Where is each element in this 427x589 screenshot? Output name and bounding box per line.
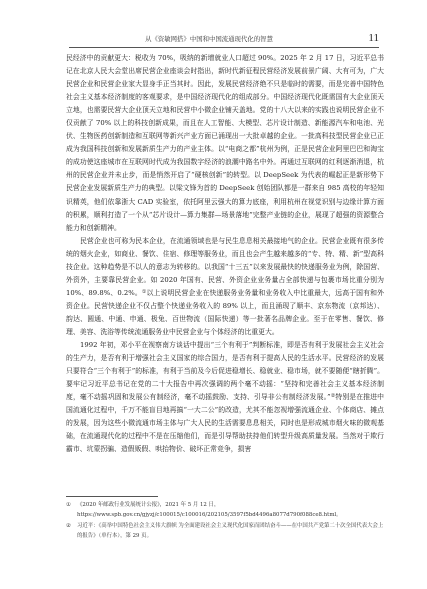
paragraph-2-text-after: 以上说明民营企业在快递服务业务量和业务收入中比重最大，远高于国有和外资企业。民营快递企业不仅占整个快递业务收入的 89% 以上，而且涌现了顺丰、京东物流（京邦达）、韵达、圆通、中通、申通、极兔、百世物流（国际快递）等一批著名品牌企业。至于在零售、餐饮、修理、美容、洗浴等传统流通服务业中民营企业与个体经济的比重更大。 — [66, 288, 385, 336]
paragraph-1-text: 民经济中的贡献更大：税收为 70%，吸纳的新增就业人口超过 90%。2025 年 2 月 17 日，习近平总书记在北京人民大会堂出席民营企业座谈会时指出，新时代新征程民营经济发展前景广阔、大有可为，广大民营企业和民营企业家大显身手正当其时。因此，发展民营经济绝不只是临时的需要，而是完善中国特色社会主义基本经济制度的客观要求，是中国经济现代化的组成部分。中国经济现代化既需国有大企业顶天立地，也需要民营大企业顶天立地和民营中小微企业铺天盖地。党的十八大以来的实践也说明民营企业不仅贡献了 70% 以上的科技创新成果，而且在人工智能、大模型、芯片设计制造、新能源汽车和电池、光伏、生物医药创新制造和互联网等新兴产业方面已涌现出一大批卓越的企业。一批高科技型民营企业已正成为我国科技创新和发展新质生产力的产业主体。以“电商之都”杭州为例，正是民营企业阿里巴巴和淘宝的成功使这座城市在互联网时代成为我国数字经济的浪潮中路名中外。再通过互联网的红利逐渐消退，杭州的民营企业并未止步，而是悄然开启了“硬核创新”的转型。以 DeepSeek 为代表的崛起正是新形势下民营企业发展新质生产力的典型。以梁文锋为首的 DeepSeek 创始团队都是一群来自 985 高校的年轻知识精英，他们依靠浙大 CAD 实验室，依托阿里云强大的算力底座，利用杭州在视觉识别与边缘计算方面的积累，顺利打造了一个从“芯片设计—算力集群—场景落地”完整产业链的企业，展现了超强的资源整合能力和创新精神。 — [66, 54, 384, 232]
footnotes — [66, 500, 384, 542]
paragraph-2-text: 民营企业也可称为民本企业，在流通领域也是与民生息息相关最接地气的企业。民营企业既有很多传统的烟火企业，如商业、餐饮、住宿、修理等服务业，而且也会产生越来越多的“专、特、精、新”型高科技企业。这种趋势是不以人的意志为转移的。以我国“十三五”以来发展最快的快递服务业为例，除国营、外资外，主要靠民营企业。如 2020 年国有、民营、外资企业业务量占全部快递与包裹市场比重分别为 10%、89.8%、0.2%。 — [66, 236, 384, 297]
running-header — [69, 32, 379, 48]
paragraph-3-text-after: 特别是在推进中国流通化过程中，千万不能盲目地再搞“一大二公”的改造，尤其不能忽视增强流通企业、个体商店、摊点的发展，因为这些小微流通市场主体与广大人民的生活需要息息相关，同时也是形成城市烟火味的微观基础，在流通现代化的过程中不是在压缩他们，而是引导帮助扶持他们转型升级高质量发展。当然对于欺行霸市、坑蒙拐骗、造假贩假、哄抬物价、破坏正常竞争，损害 — [66, 393, 384, 454]
paragraph-1 — [66, 52, 384, 235]
footnote-1-text: 《2020 年邮政行业发展统计公报》，2021 年 5 月 12 日，https://www.spb.gov.cn/gjyzj/c100015/c100016/202105/3597f5bd4496a8077d790f088ce8.html。 — [77, 502, 342, 518]
footnote-ref-1[interactable]: ① — [141, 288, 147, 295]
paragraph-2 — [66, 235, 384, 339]
paragraph-3 — [66, 339, 384, 456]
body-text — [66, 52, 384, 456]
paragraph-3-text: 1992 年初，邓小平在视察南方谈话中提出“三个有利于”判断标准，即是否有利于发展社会主义社会的生产力，是否有利于增强社会主义国家的综合国力，是否有利于提高人民的生活水平。民营经济的发展只要符合“三个有利于”的标准，有利于当前及今后促进稳增长、稳就业、稳市场，就不要随便“瞎折腾”。要牢记习近平总书记在党的二十大报告中再次强调的两个毫不动摇：“坚持和完善社会主义基本经济制度，毫不动摇巩固和发展公有制经济，毫不动摇鼓励、支持、引导非公有制经济发展。” — [66, 341, 384, 402]
running-title: 从《资敏网搭》中国和中国流通现代化的智慧 — [145, 35, 273, 43]
footnote-2-text: 习近平：《高举中国特色社会主义伟大旗帜 为全面建设社会主义现代化国家而团结奋斗——在中国共产党第二十次全国代表大会上的报告》（单行本），第 29 页。 — [77, 523, 384, 539]
footnote-2 — [66, 521, 384, 541]
header-rule — [69, 47, 379, 48]
page-number: 11 — [368, 32, 379, 44]
footnote-rule — [66, 496, 158, 497]
footnote-1-mark: ① — [66, 502, 71, 508]
footnote-2-mark: ② — [66, 523, 71, 529]
footnote-ref-2[interactable]: ② — [330, 393, 336, 400]
footnote-1 — [66, 500, 384, 520]
